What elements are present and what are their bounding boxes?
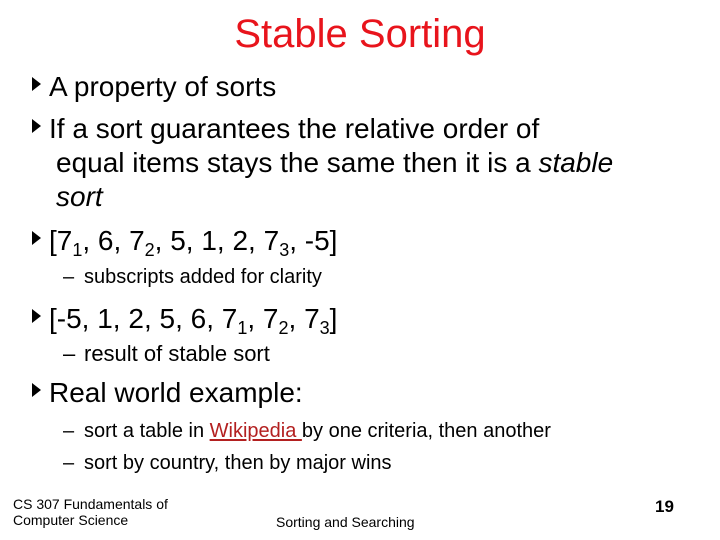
bullet-real-world	[32, 376, 303, 410]
array-text: ]	[329, 303, 338, 334]
example-text: by one criteria, then another	[301, 420, 551, 442]
bullet-arrow-icon	[32, 231, 41, 245]
bullet-arrow-icon	[32, 383, 41, 397]
example-text: sort a table in	[84, 420, 210, 442]
definition-text: equal items stays the same then it is a	[56, 147, 539, 178]
bullet-arrow-icon	[32, 309, 41, 323]
definition-italic: stable	[538, 147, 614, 178]
subscript: 1	[237, 318, 248, 338]
bullet-input-array	[32, 224, 337, 267]
example-text: sort by country, then by major wins	[84, 452, 392, 474]
bullet-arrow-icon	[32, 119, 41, 133]
subscript: 2	[144, 240, 155, 260]
dash: –	[63, 266, 75, 288]
subscript: 1	[72, 240, 83, 260]
note-text: subscripts added for clarity	[84, 266, 322, 288]
bullet-property	[32, 70, 276, 104]
array-text: , 7	[288, 303, 320, 334]
array-text: [-5, 1, 2, 5, 6, 7	[49, 303, 238, 334]
slide-title: Stable Sorting	[234, 12, 486, 56]
wikipedia-link[interactable]: Wikipedia	[209, 420, 302, 442]
subscript: 3	[279, 240, 290, 260]
subscript: 3	[319, 318, 330, 338]
bullet-text: A property of sorts	[49, 71, 277, 102]
array-text: , 6, 7	[82, 225, 145, 256]
sub-bullet-note	[63, 263, 322, 291]
footer-course-line2: Computer Science	[13, 512, 129, 528]
array-text: , -5]	[289, 225, 338, 256]
array-text: , 7	[247, 303, 279, 334]
array-text: [7	[49, 225, 73, 256]
subscript: 2	[278, 318, 289, 338]
footer-course	[13, 496, 168, 528]
bullet-definition-line3	[56, 180, 103, 214]
bullet-arrow-icon	[32, 77, 41, 91]
dash: –	[63, 452, 75, 474]
dash: –	[63, 341, 76, 366]
sub-bullet-result	[63, 340, 270, 368]
note-text: result of stable sort	[84, 341, 270, 366]
bullet-sorted-array	[32, 302, 337, 345]
sub-bullet-example-2	[63, 449, 392, 477]
bullet-definition-line2	[56, 146, 613, 180]
footer-course-line1: CS 307 Fundamentals of	[13, 496, 168, 512]
bullet-text: Real world example:	[49, 377, 303, 408]
array-text: , 5, 1, 2, 7	[154, 225, 280, 256]
definition-italic: sort	[56, 181, 103, 212]
sub-bullet-example-1	[63, 417, 551, 445]
bullet-definition	[32, 112, 539, 146]
page-number: 19	[655, 497, 674, 516]
footer-topic: Sorting and Searching	[276, 514, 415, 530]
bullet-text: If a sort guarantees the relative order of	[49, 113, 540, 144]
dash: –	[63, 420, 75, 442]
